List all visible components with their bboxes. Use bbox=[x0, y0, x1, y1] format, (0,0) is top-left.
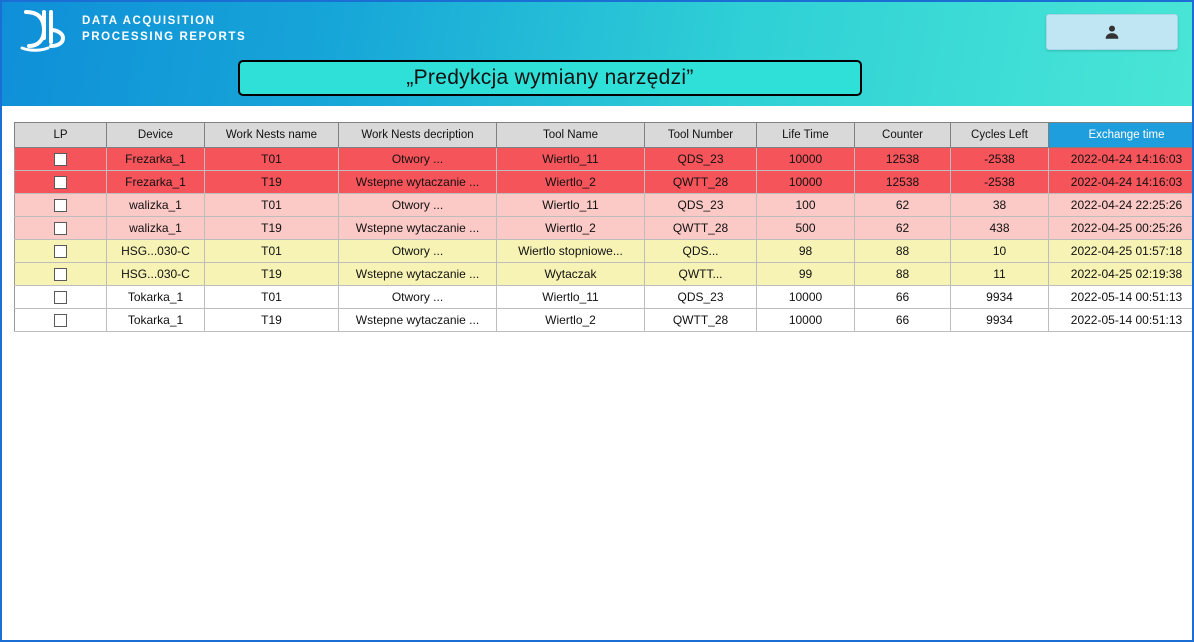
cell-cycles-left: 11 bbox=[951, 263, 1049, 286]
cell-counter: 88 bbox=[855, 240, 951, 263]
row-checkbox[interactable] bbox=[54, 222, 67, 235]
row-checkbox[interactable] bbox=[54, 245, 67, 258]
row-select-cell[interactable] bbox=[15, 194, 107, 217]
app-header bbox=[2, 2, 1192, 106]
cell-work-nests-description: Otwory ... bbox=[339, 194, 497, 217]
cell-counter: 66 bbox=[855, 309, 951, 332]
table-row[interactable] bbox=[15, 240, 1194, 263]
cell-cycles-left: -2538 bbox=[951, 171, 1049, 194]
table-header-row bbox=[15, 123, 1194, 148]
cell-device: Frezarka_1 bbox=[107, 171, 205, 194]
cell-exchange-time: 2022-04-24 22:25:26 bbox=[1049, 194, 1194, 217]
row-select-cell[interactable] bbox=[15, 171, 107, 194]
cell-work-nests-description: Wstepne wytaczanie ... bbox=[339, 263, 497, 286]
dlb-logo-icon bbox=[20, 8, 68, 52]
cell-tool-name: Wytaczak bbox=[497, 263, 645, 286]
cell-work-nests-name: T01 bbox=[205, 148, 339, 171]
cell-work-nests-description: Otwory ... bbox=[339, 286, 497, 309]
table-row[interactable] bbox=[15, 286, 1194, 309]
column-header-cycles-left[interactable]: Cycles Left bbox=[951, 123, 1049, 148]
column-header-exchange-time[interactable]: Exchange time bbox=[1049, 123, 1194, 148]
cell-tool-name: Wiertlo_11 bbox=[497, 148, 645, 171]
tool-exchange-table bbox=[14, 122, 1194, 332]
cell-counter: 12538 bbox=[855, 148, 951, 171]
cell-tool-number: QDS_23 bbox=[645, 194, 757, 217]
cell-device: walizka_1 bbox=[107, 194, 205, 217]
cell-work-nests-description: Wstepne wytaczanie ... bbox=[339, 217, 497, 240]
cell-cycles-left: 10 bbox=[951, 240, 1049, 263]
cell-cycles-left: 438 bbox=[951, 217, 1049, 240]
cell-exchange-time: 2022-04-25 02:19:38 bbox=[1049, 263, 1194, 286]
cell-tool-name: Wiertlo_2 bbox=[497, 217, 645, 240]
cell-counter: 62 bbox=[855, 194, 951, 217]
cell-work-nests-name: T01 bbox=[205, 240, 339, 263]
cell-exchange-time: 2022-05-14 00:51:13 bbox=[1049, 286, 1194, 309]
user-account-icon bbox=[1103, 23, 1121, 41]
cell-tool-name: Wiertlo_11 bbox=[497, 194, 645, 217]
cell-life-time: 10000 bbox=[757, 171, 855, 194]
column-header-life-time[interactable]: Life Time bbox=[757, 123, 855, 148]
cell-cycles-left: 38 bbox=[951, 194, 1049, 217]
cell-tool-name: Wiertlo_11 bbox=[497, 286, 645, 309]
column-header-work-nests-name[interactable]: Work Nests name bbox=[205, 123, 339, 148]
cell-device: walizka_1 bbox=[107, 217, 205, 240]
row-checkbox[interactable] bbox=[54, 153, 67, 166]
column-header-device[interactable]: Device bbox=[107, 123, 205, 148]
cell-life-time: 98 bbox=[757, 240, 855, 263]
column-header-work-nests-description[interactable]: Work Nests decription bbox=[339, 123, 497, 148]
cell-device: Frezarka_1 bbox=[107, 148, 205, 171]
cell-tool-number: QDS_23 bbox=[645, 286, 757, 309]
cell-work-nests-name: T01 bbox=[205, 286, 339, 309]
column-header-tool-number[interactable]: Tool Number bbox=[645, 123, 757, 148]
cell-work-nests-name: T19 bbox=[205, 217, 339, 240]
table-row[interactable] bbox=[15, 171, 1194, 194]
table-row[interactable] bbox=[15, 263, 1194, 286]
table-row[interactable] bbox=[15, 194, 1194, 217]
cell-cycles-left: 9934 bbox=[951, 309, 1049, 332]
row-checkbox[interactable] bbox=[54, 176, 67, 189]
cell-work-nests-name: T01 bbox=[205, 194, 339, 217]
cell-device: Tokarka_1 bbox=[107, 309, 205, 332]
cell-device: HSG...030-C bbox=[107, 263, 205, 286]
row-checkbox[interactable] bbox=[54, 268, 67, 281]
column-header-tool-name[interactable]: Tool Name bbox=[497, 123, 645, 148]
user-account-button[interactable] bbox=[1046, 14, 1178, 50]
main-content bbox=[2, 106, 1192, 332]
cell-work-nests-description: Otwory ... bbox=[339, 240, 497, 263]
cell-work-nests-name: T19 bbox=[205, 263, 339, 286]
cell-tool-number: QWTT... bbox=[645, 263, 757, 286]
cell-counter: 62 bbox=[855, 217, 951, 240]
cell-exchange-time: 2022-04-25 01:57:18 bbox=[1049, 240, 1194, 263]
cell-life-time: 99 bbox=[757, 263, 855, 286]
row-select-cell[interactable] bbox=[15, 263, 107, 286]
cell-tool-number: QWTT_28 bbox=[645, 171, 757, 194]
page-title bbox=[238, 60, 862, 96]
cell-cycles-left: -2538 bbox=[951, 148, 1049, 171]
cell-exchange-time: 2022-04-24 14:16:03 bbox=[1049, 171, 1194, 194]
cell-work-nests-description: Otwory ... bbox=[339, 148, 497, 171]
table-body bbox=[15, 148, 1194, 332]
brand-text bbox=[82, 14, 246, 45]
row-checkbox[interactable] bbox=[54, 291, 67, 304]
column-header-lp[interactable]: LP bbox=[15, 123, 107, 148]
cell-cycles-left: 9934 bbox=[951, 286, 1049, 309]
row-checkbox[interactable] bbox=[54, 199, 67, 212]
cell-device: Tokarka_1 bbox=[107, 286, 205, 309]
cell-life-time: 500 bbox=[757, 217, 855, 240]
cell-exchange-time: 2022-05-14 00:51:13 bbox=[1049, 309, 1194, 332]
cell-counter: 88 bbox=[855, 263, 951, 286]
column-header-counter[interactable]: Counter bbox=[855, 123, 951, 148]
cell-tool-number: QDS... bbox=[645, 240, 757, 263]
cell-work-nests-description: Wstepne wytaczanie ... bbox=[339, 309, 497, 332]
row-checkbox[interactable] bbox=[54, 314, 67, 327]
cell-life-time: 10000 bbox=[757, 309, 855, 332]
row-select-cell[interactable] bbox=[15, 309, 107, 332]
brand-logo bbox=[20, 8, 246, 52]
cell-exchange-time: 2022-04-25 00:25:26 bbox=[1049, 217, 1194, 240]
row-select-cell[interactable] bbox=[15, 217, 107, 240]
row-select-cell[interactable] bbox=[15, 148, 107, 171]
cell-tool-number: QDS_23 bbox=[645, 148, 757, 171]
cell-work-nests-name: T19 bbox=[205, 171, 339, 194]
cell-exchange-time: 2022-04-24 14:16:03 bbox=[1049, 148, 1194, 171]
cell-counter: 66 bbox=[855, 286, 951, 309]
table-row[interactable] bbox=[15, 309, 1194, 332]
cell-tool-name: Wiertlo_2 bbox=[497, 309, 645, 332]
page-title-text: „Predykcja wymiany narzędzi” bbox=[406, 66, 694, 89]
row-select-cell[interactable] bbox=[15, 240, 107, 263]
cell-work-nests-description: Wstepne wytaczanie ... bbox=[339, 171, 497, 194]
cell-tool-number: QWTT_28 bbox=[645, 309, 757, 332]
cell-work-nests-name: T19 bbox=[205, 309, 339, 332]
cell-life-time: 10000 bbox=[757, 148, 855, 171]
table-row[interactable] bbox=[15, 148, 1194, 171]
brand-line-2: PROCESSING REPORTS bbox=[82, 31, 247, 43]
row-select-cell[interactable] bbox=[15, 286, 107, 309]
cell-tool-name: Wiertlo_2 bbox=[497, 171, 645, 194]
cell-life-time: 10000 bbox=[757, 286, 855, 309]
cell-counter: 12538 bbox=[855, 171, 951, 194]
table-row[interactable] bbox=[15, 217, 1194, 240]
cell-tool-number: QWTT_28 bbox=[645, 217, 757, 240]
brand-line-1: DATA ACQUISITION bbox=[82, 15, 216, 28]
cell-tool-name: Wiertlo stopniowe... bbox=[497, 240, 645, 263]
cell-device: HSG...030-C bbox=[107, 240, 205, 263]
cell-life-time: 100 bbox=[757, 194, 855, 217]
